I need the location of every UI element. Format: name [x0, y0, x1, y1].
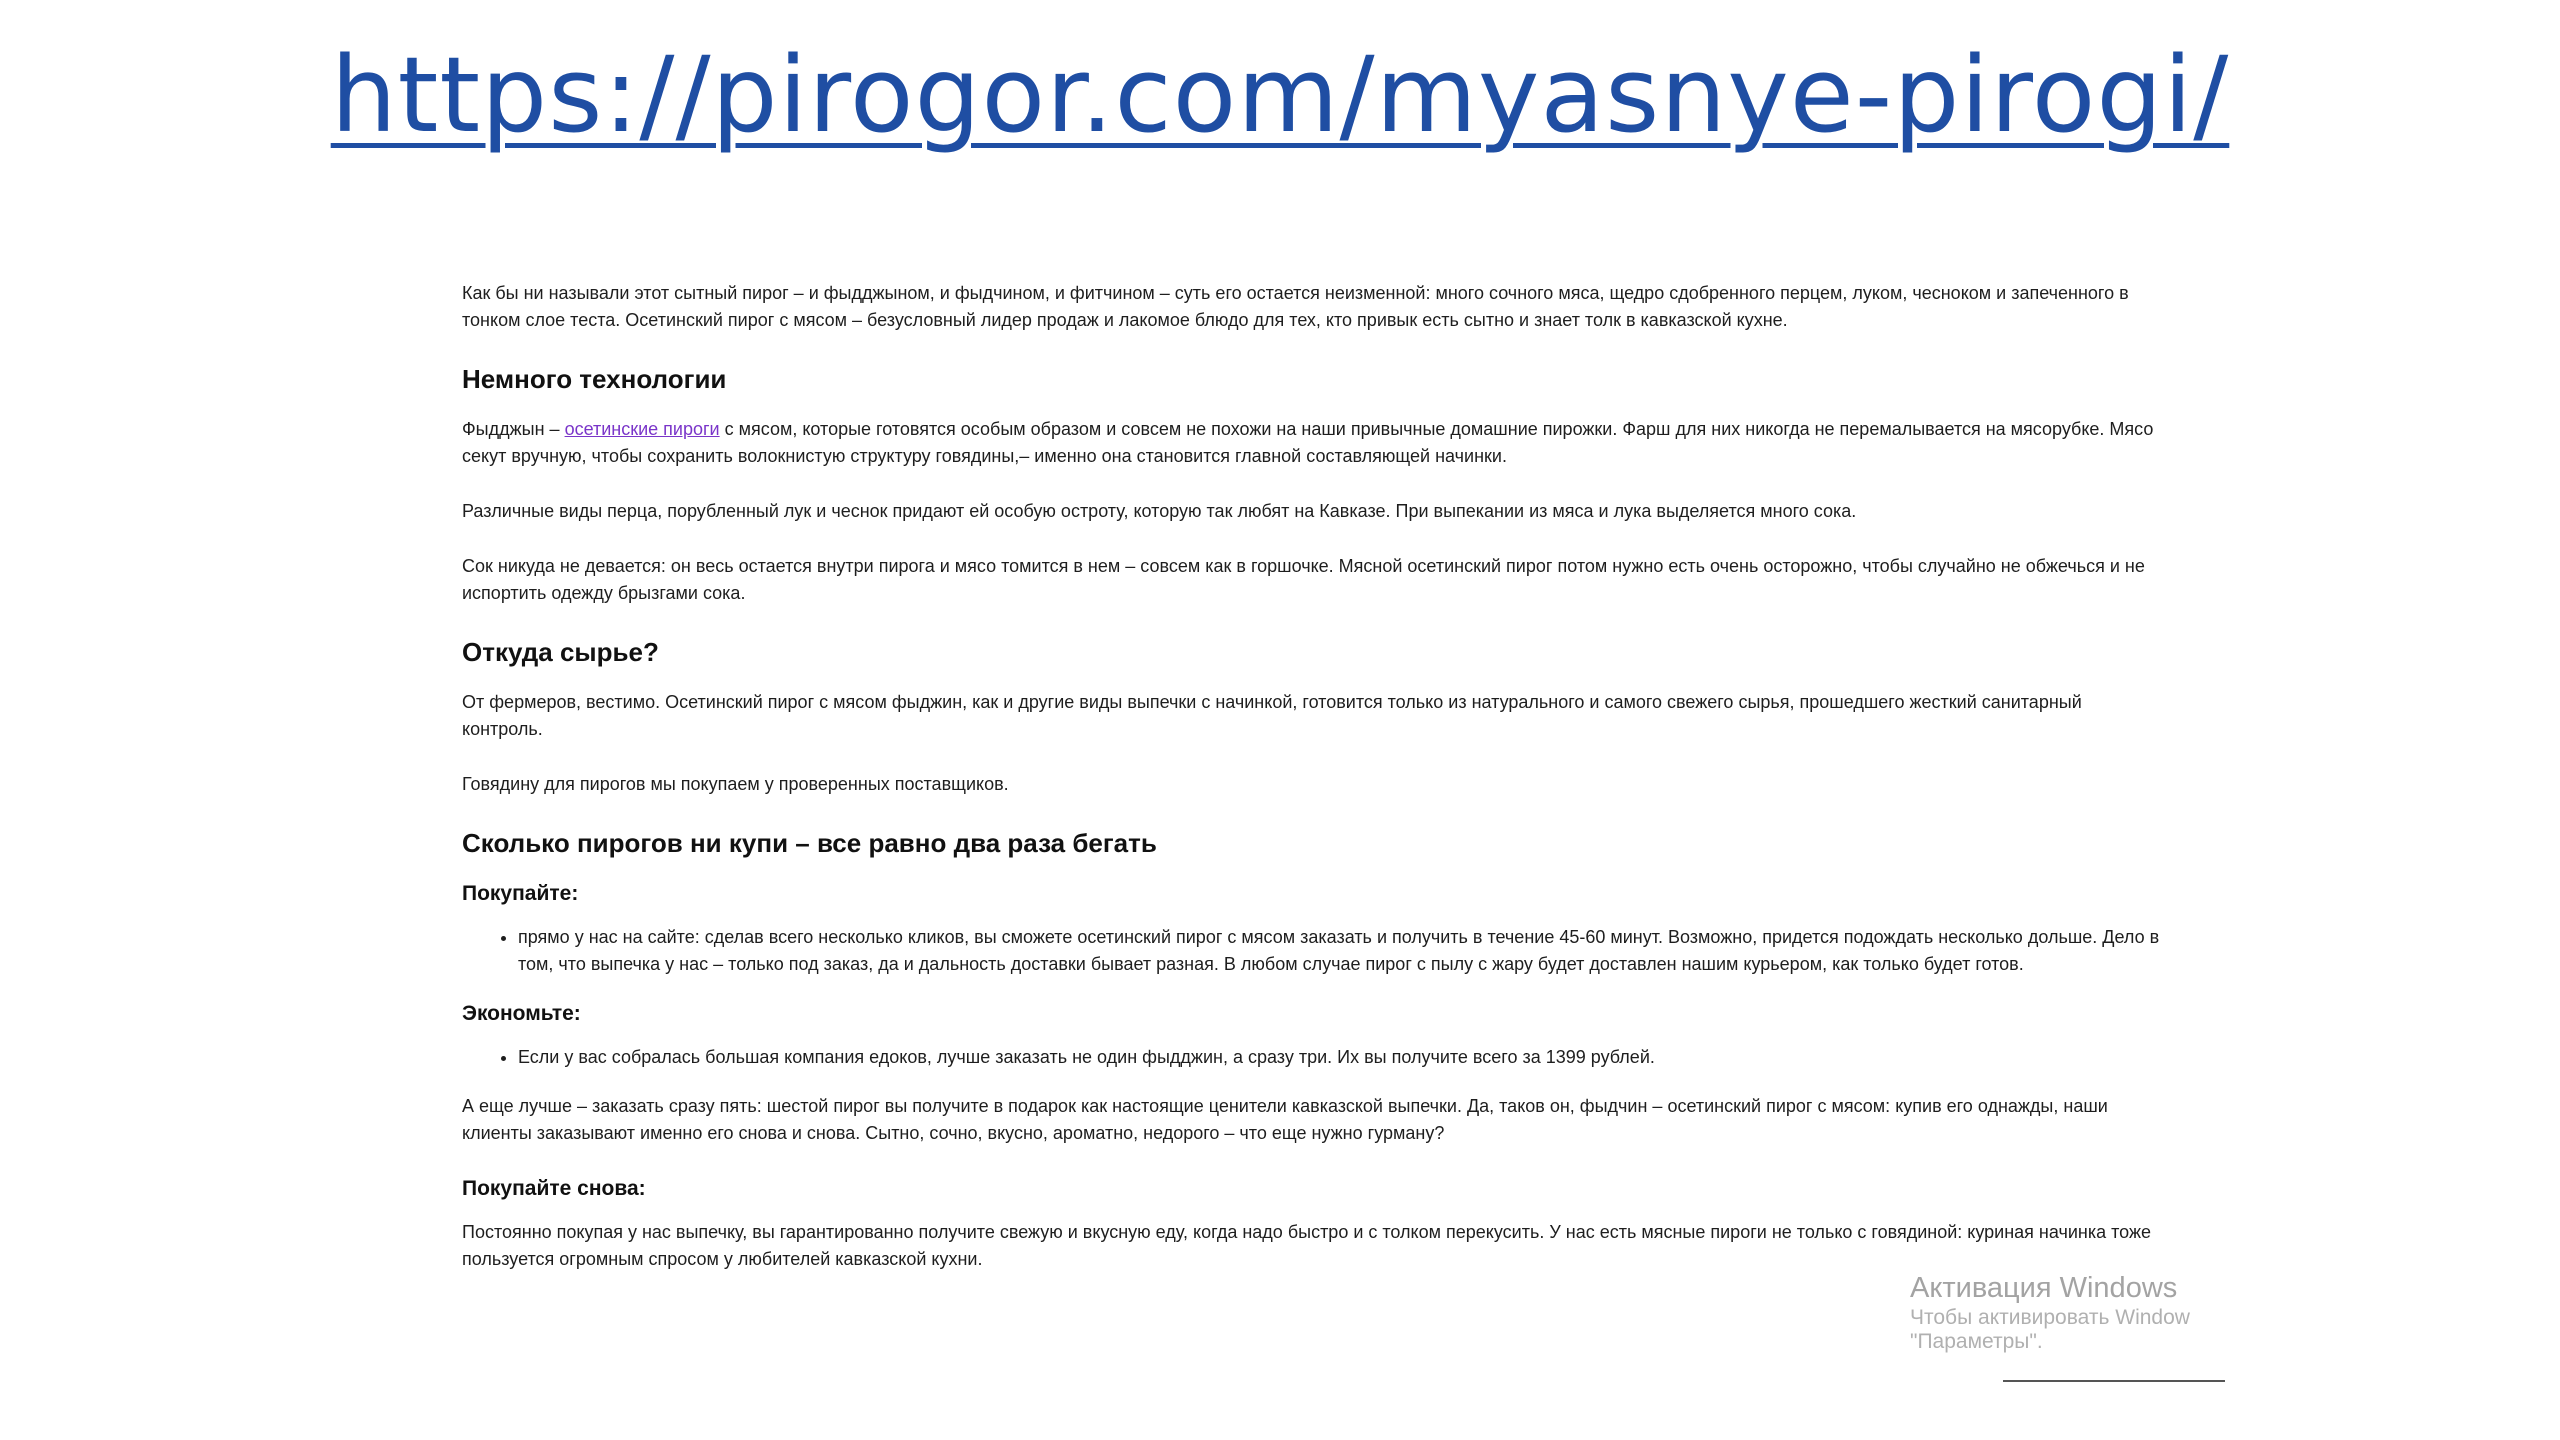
- buy-again-paragraph: Постоянно покупая у нас выпечку, вы гарантированно получите свежую и вкусную еду, когда надо быстро и с толком перекусить. У нас есть мясные пироги не только с говядиной: куриная начинка тоже пользуется огромным спросом у любителей кавказской кухни.: [462, 1222, 2152, 1269]
- intro-paragraph: Как бы ни называли этот сытный пирог – и фыдджыном, и фыдчином, и фитчином – суть его остается неизменной: много сочного мяса, щедро сдобренного перцем, луком, чесноком и запеченного в тонком слое теста. Осетинский пирог с мясом – безусловный лидер продаж и лакомое блюдо для тех, кто привык есть сытно и знает толк в кавказской кухне.: [462, 283, 2129, 330]
- buy-list: [462, 924, 2162, 978]
- slide-url-title[interactable]: https://pirogor.com/myasnye-pirogi/: [330, 34, 2230, 156]
- tech-text-before: Фыдджын –: [462, 419, 565, 439]
- tech-paragraph-3: Сок никуда не девается: он весь остается внутри пирога и мясо томится в нем – совсем как в горшочке. Мясной осетинский пирог потом нужно есть очень осторожно, чтобы случайно не обжечься и не испортить одежду брызгами сока.: [462, 556, 2145, 603]
- save-list-item: • Если у вас собралась большая компания едоков, лучше заказать не один фыдджин, а сразу три. Их вы получите всего за 1399 рублей.: [518, 1044, 2162, 1071]
- ossetian-pies-link[interactable]: осетинские пироги: [564, 419, 720, 439]
- tech-paragraph-2: Различные виды перца, порубленный лук и чеснок придают ей особую остроту, которую так любят на Кавказе. При выпекании из мяса и лука выделяется много сока.: [462, 501, 1857, 521]
- save-paragraph: А еще лучше – заказать сразу пять: шестой пирог вы получите в подарок как настоящие ценители кавказской выпечки. Да, таков он, фыдчин – осетинский пирог с мясом: купив его однажды, наши клиенты заказывают именно его снова и снова. Сытно, сочно, вкусно, ароматно, недорого – что еще нужно гурману?: [462, 1096, 2108, 1143]
- save-list: [462, 1044, 2162, 1071]
- watermark-line-1: Чтобы активировать Window: [1910, 1306, 2190, 1329]
- watermark-line-2: "Параметры".: [1910, 1330, 2043, 1353]
- source-paragraph-1: От фермеров, вестимо. Осетинский пирог с мясом фыджин, как и другие виды выпечки с начинкой, готовится только из натурального и самого свежего сырья, прошедшего жесткий санитарный контроль.: [462, 692, 2082, 739]
- heading-technology: Немного технологии: [462, 364, 727, 394]
- heading-buy-again: Покупайте снова:: [462, 1177, 646, 1200]
- tech-paragraph-1: [462, 416, 2162, 470]
- source-paragraph-2: Говядину для пирогов мы покупаем у проверенных поставщиков.: [462, 774, 1009, 794]
- watermark-underline: [2003, 1380, 2225, 1382]
- heading-buy: Покупайте:: [462, 882, 579, 905]
- heading-how-many: Сколько пирогов ни купи – все равно два раза бегать: [462, 828, 1157, 858]
- heading-source: Откуда сырье?: [462, 637, 659, 667]
- article-screenshot: [462, 280, 2162, 1301]
- heading-save: Экономьте:: [462, 1002, 581, 1025]
- watermark-title: Активация Windows: [1910, 1272, 2178, 1304]
- buy-list-item: • прямо у нас на сайте: сделав всего несколько кликов, вы сможете осетинский пирог с мясом заказать и получить в течение 45-60 минут. Возможно, придется подождать несколько дольше. Дело в том, что выпечка у нас – только под заказ, да и дальность доставки бывает разная. В любом случае пирог с пылу с жару будет доставлен нашим курьером, как только будет готов.: [518, 924, 2162, 978]
- tech-text-after: с мясом, которые готовятся особым образом и совсем не похожи на наши привычные домашние пирожки. Фарш для них никогда не перемалывается на мясорубке. Мясо секут вручную, чтобы сохранить волокнистую структуру говядины,– именно она становится главной составляющей начинки.: [462, 419, 2154, 466]
- windows-activation-watermark: [1910, 1270, 2230, 1354]
